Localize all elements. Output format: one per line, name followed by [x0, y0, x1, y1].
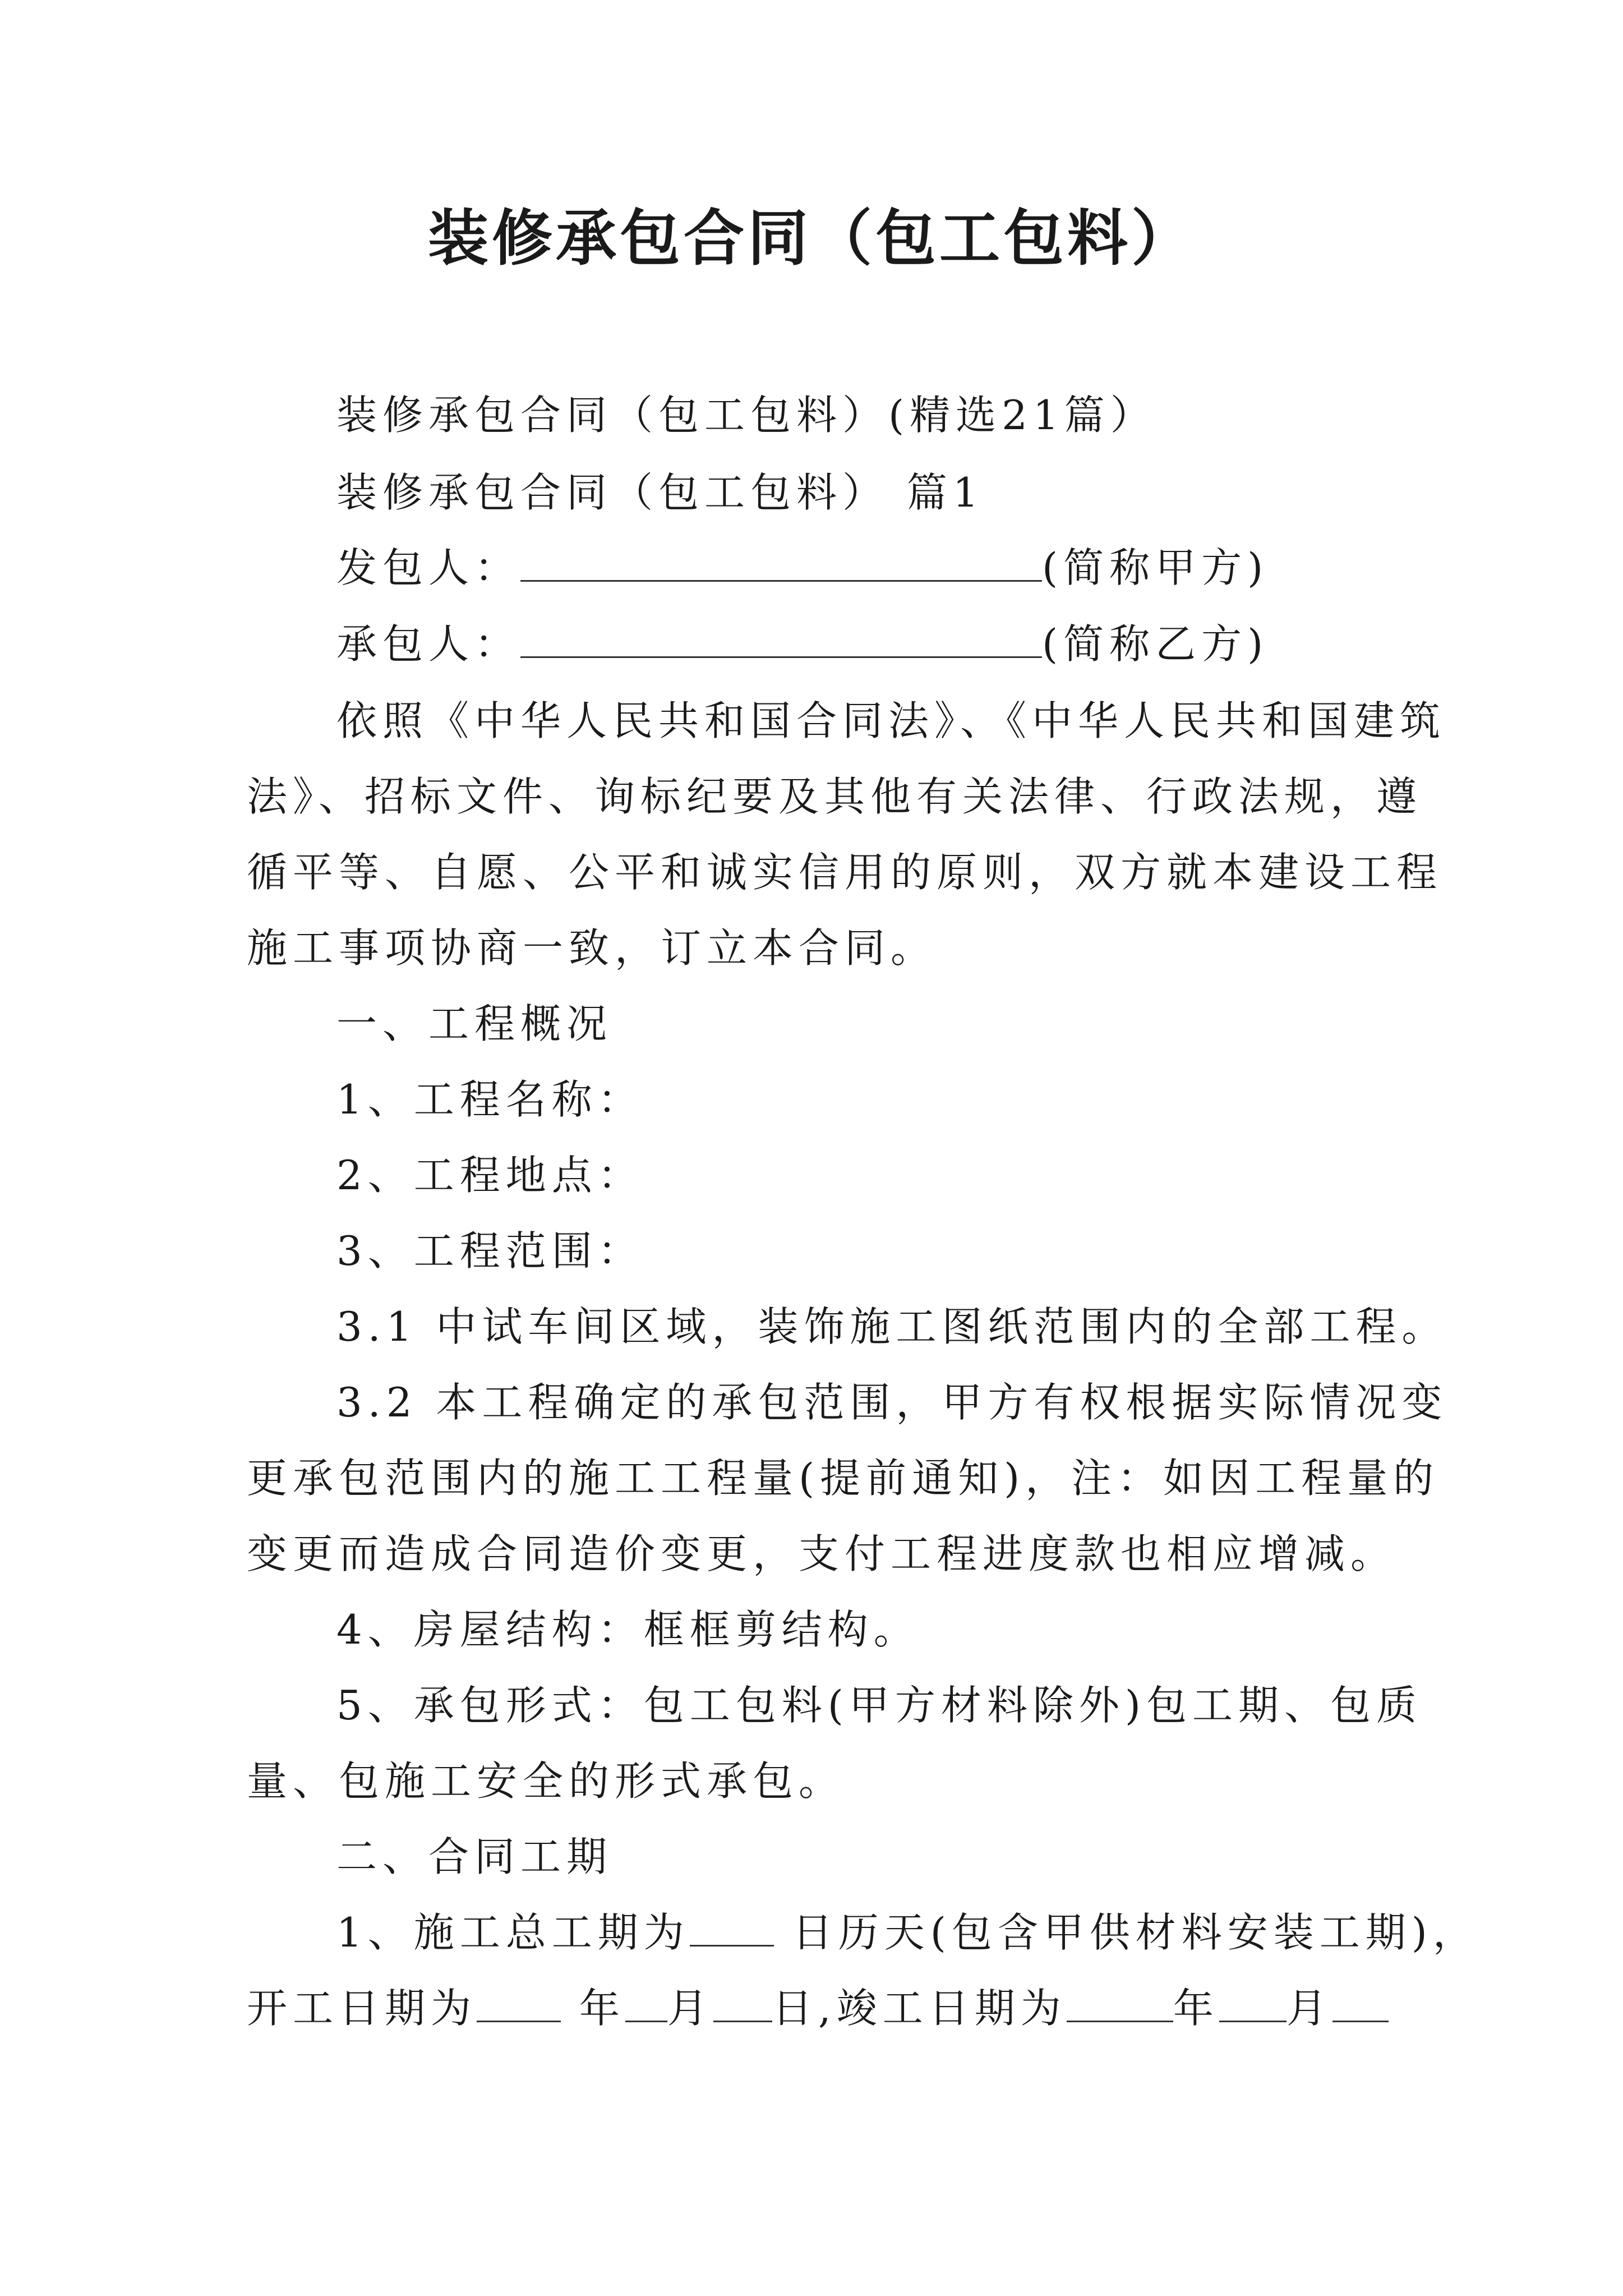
end-date-label: 日,竣工日期为 [772, 1985, 1067, 2032]
duration-days-blank[interactable] [690, 1907, 774, 1947]
list-item: 4、房屋结构：框框剪结构。 [336, 1606, 920, 1653]
paragraph-line: 循平等、自愿、公平和诚实信用的原则，双方就本建设工程 [247, 849, 1443, 896]
list-item: 2、工程地点： [336, 1152, 644, 1199]
paragraph-line: 3.1 中试车间区域，装饰施工图纸范围内的全部工程。 [336, 1303, 1448, 1350]
paragraph-line: 依照《中华人民共和国合同法》、《中华人民共和国建筑 [336, 697, 1446, 744]
contractor-label: 承包人： [336, 620, 521, 668]
end-year-blank[interactable] [1067, 1982, 1173, 2022]
list-item: 3、工程范围： [336, 1227, 644, 1274]
paragraph-line: 法》、招标文件、询标纪要及其他有关法律、行政法规，遵 [247, 773, 1423, 820]
paragraph-line: 施工事项协商一致，订立本合同。 [247, 924, 937, 972]
employer-line [336, 540, 1269, 596]
duration-label: 1、施工总工期为 [336, 1909, 690, 1956]
dates-line [247, 1980, 1389, 2036]
duration-note: 日历天(包含甲供材料安装工期)， [773, 1909, 1479, 1956]
contractor-abbrev: (简称乙方) [1042, 620, 1269, 668]
year-label: 年 [1173, 1985, 1219, 2032]
subtitle-part-1: 装修承包合同（包工包料） 篇1 [336, 469, 984, 516]
start-month-blank[interactable] [625, 1982, 667, 2022]
paragraph-line: 更承包范围内的施工工程量(提前通知)，注：如因工程量的 [247, 1455, 1440, 1502]
paragraph-line: 3.2 本工程确定的承包范围，甲方有权根据实际情况变 [336, 1379, 1448, 1426]
month-label: 月 [667, 1985, 713, 2032]
section-heading: 一、工程概况 [336, 1000, 613, 1047]
end-month-blank[interactable] [1219, 1982, 1287, 2022]
employer-blank[interactable] [520, 542, 1042, 582]
paragraph-line: 变更而造成合同造价变更，支付工程进度款也相应增减。 [247, 1530, 1397, 1577]
start-date-label: 开工日期为 [247, 1985, 477, 2032]
document-title: 装修承包合同（包工包料） [427, 203, 1195, 274]
list-item: 1、工程名称： [336, 1076, 644, 1123]
employer-label: 发包人： [336, 544, 521, 591]
employer-abbrev: (简称甲方) [1042, 544, 1269, 591]
duration-line [336, 1904, 1479, 1961]
section-heading: 二、合同工期 [336, 1833, 613, 1880]
start-day-blank[interactable] [713, 1982, 772, 2022]
list-item: 5、承包形式：包工包料(甲方材料除外)包工期、包质 [336, 1682, 1422, 1729]
year-label: 年 [561, 1985, 625, 2032]
paragraph-line: 量、包施工安全的形式承包。 [247, 1757, 845, 1805]
contractor-blank[interactable] [520, 618, 1042, 658]
end-day-blank[interactable] [1332, 1982, 1389, 2022]
start-year-blank[interactable] [477, 1982, 561, 2022]
month-label: 月 [1286, 1985, 1332, 2032]
subtitle-collection: 装修承包合同（包工包料）(精选21篇） [336, 392, 1156, 439]
contractor-line [336, 616, 1269, 672]
